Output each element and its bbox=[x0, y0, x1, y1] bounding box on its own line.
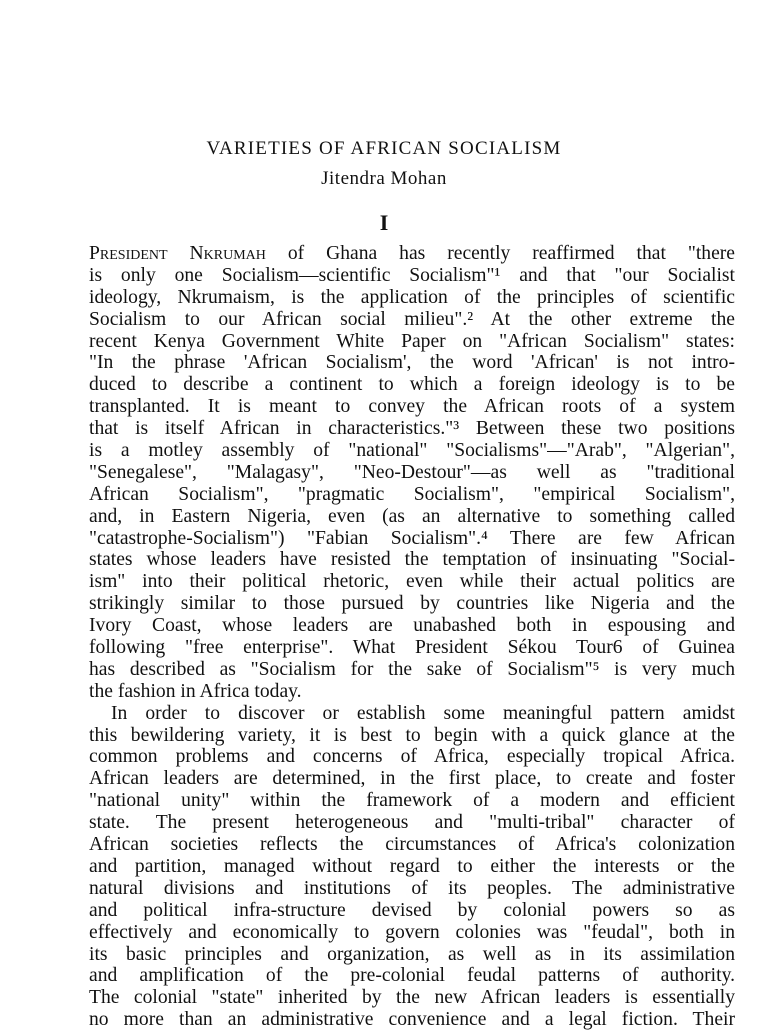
text-line: natural divisions and institutions of its peoples. The administrative bbox=[89, 877, 735, 899]
text-line: "In the phrase 'African Socialism', the word 'African' is not intro- bbox=[89, 352, 735, 374]
text-line: common problems and concerns of Africa, especially tropical Africa. bbox=[89, 746, 735, 768]
text-line: its basic principles and organization, as well as in its assimilation bbox=[89, 943, 735, 965]
text-line: the fashion in Africa today. bbox=[89, 680, 302, 702]
text-line: "catastrophe-Socialism") "Fabian Socialism".⁴ There are few African bbox=[89, 527, 735, 549]
opening-small-caps: President Nkrumah bbox=[89, 243, 266, 264]
text-line: this bewildering variety, it is best to begin with a quick glance at the bbox=[89, 724, 735, 746]
text-line: state. The present heterogeneous and "multi-tribal" character of bbox=[89, 812, 735, 834]
text-line: is only one Socialism—scientific Socialism"¹ and that "our Socialist bbox=[89, 264, 735, 286]
text-line: strikingly similar to those pursued by countries like Nigeria and the bbox=[89, 593, 735, 615]
text-line: African leaders are determined, in the first place, to create and foster bbox=[89, 768, 735, 790]
text-line: In order to discover or establish some meaningful pattern amidst bbox=[111, 702, 735, 724]
text-line: is a motley assembly of "national" "Socialisms"—"Arab", "Algerian", bbox=[89, 440, 735, 462]
text-line: and political infra-structure devised by colonial powers so as bbox=[89, 899, 735, 921]
paragraph-2 bbox=[89, 703, 735, 1031]
text-line: The colonial "state" inherited by the new African leaders is essentially bbox=[89, 987, 735, 1009]
text-line: and partition, managed without regard to either the interests or the bbox=[89, 855, 735, 877]
text-line: following "free enterprise". What President Sékou Tour6 of Guinea bbox=[89, 637, 735, 659]
text-line: states whose leaders have resisted the temptation of insinuating "Social- bbox=[89, 549, 735, 571]
text-line: Ivory Coast, whose leaders are unabashed both in espousing and bbox=[89, 615, 735, 637]
text-line: President Nkrumah of Ghana has recently reaffirmed that "there bbox=[89, 243, 735, 264]
text-line: no more than an administrative convenience and a legal fiction. Their bbox=[89, 1009, 735, 1031]
text-line: recent Kenya Government White Paper on "African Socialism" states: bbox=[89, 330, 735, 352]
text-line: Socialism to our African social milieu".² At the other extreme the bbox=[89, 308, 735, 330]
text-line: that is itself African in characteristics."³ Between these two positions bbox=[89, 418, 735, 440]
text-line: "Senegalese", "Malagasy", "Neo-Destour"—as well as "traditional bbox=[89, 461, 735, 483]
article-title: VARIETIES OF AFRICAN SOCIALISM bbox=[206, 138, 562, 159]
text-line: transplanted. It is meant to convey the African roots of a system bbox=[89, 396, 735, 418]
text-line: ism" into their political rhetoric, even while their actual politics are bbox=[89, 571, 735, 593]
text-line: effectively and economically to govern colonies was "feudal", both in bbox=[89, 921, 735, 943]
text-line: "national unity" within the framework of a modern and efficient bbox=[89, 790, 735, 812]
section-number: I bbox=[379, 210, 389, 235]
paragraph-1 bbox=[89, 243, 735, 703]
text-line: African Socialism", "pragmatic Socialism", "empirical Socialism", bbox=[89, 483, 735, 505]
text-line: duced to describe a continent to which a foreign ideology is to be bbox=[89, 374, 735, 396]
text-line: has described as "Socialism for the sake of Socialism"⁵ is very much bbox=[89, 658, 735, 680]
text-line: and, in Eastern Nigeria, even (as an alternative to something called bbox=[89, 505, 735, 527]
text-line: African societies reflects the circumstances of Africa's colonization bbox=[89, 834, 735, 856]
article-body bbox=[89, 243, 735, 1031]
text-line: and amplification of the pre-colonial feudal patterns of authority. bbox=[89, 965, 735, 987]
text-line: ideology, Nkrumaism, is the application of the principles of scientific bbox=[89, 286, 735, 308]
article-author: Jitendra Mohan bbox=[321, 168, 447, 189]
